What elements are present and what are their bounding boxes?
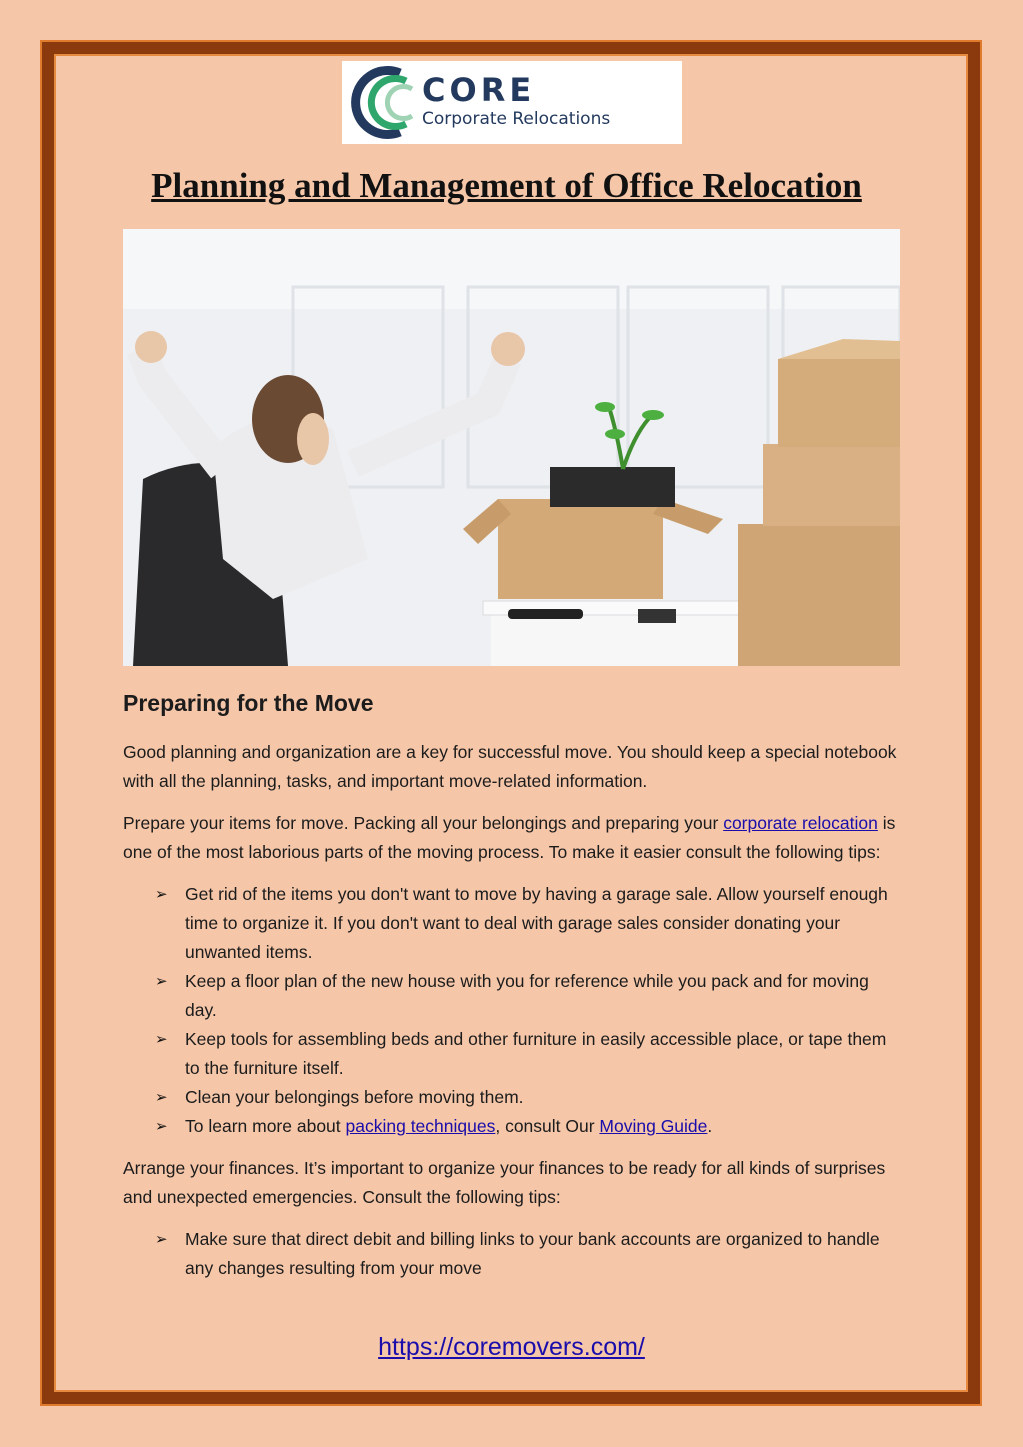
- list-item-text: Make sure that direct debit and billing links to your bank accounts are organized to handle any changes resulting from your move: [185, 1229, 880, 1278]
- list-item-text: .: [707, 1116, 713, 1136]
- paragraph-finances: Arrange your finances. It’s important to organize your finances to be ready for all kinds of surprises and unexpected emergencies. Consult the following tips:: [123, 1158, 886, 1207]
- office-photo-illustration: [123, 229, 900, 666]
- hero-image: [123, 229, 900, 666]
- list-item-text: Get rid of the items you don't want to move by having a garage sale. Allow yourself enough time to organize it. If you don't want to deal with garage sales consider donating your unwanted items.: [185, 884, 888, 962]
- paragraph-prepare-items: [123, 809, 903, 867]
- arrow-bullet-icon: ➢: [155, 886, 168, 903]
- corporate-relocation-link[interactable]: corporate relocation: [723, 813, 878, 833]
- arrow-bullet-icon: ➢: [155, 1231, 168, 1248]
- list-item: [155, 1083, 903, 1112]
- logo-mark-icon: [348, 65, 420, 140]
- list-item: [155, 1225, 903, 1283]
- list-item: [155, 1112, 903, 1141]
- section-heading: Preparing for the Move: [123, 690, 374, 716]
- website-link[interactable]: https://coremovers.com/: [378, 1333, 645, 1361]
- list-item-text: To learn more about: [185, 1116, 346, 1136]
- list-item: [155, 967, 903, 1025]
- finance-tips-list: [123, 1225, 903, 1283]
- list-item: [155, 880, 903, 967]
- brand-subtitle: Corporate Relocations: [422, 109, 611, 129]
- paragraph-planning: Good planning and organization are a key for successful move. You should keep a special notebook with all the planning, tasks, and important move-related information.: [123, 742, 897, 791]
- brand-name: CORE: [422, 71, 536, 109]
- arrow-bullet-icon: ➢: [155, 1031, 168, 1048]
- paragraph-text: Prepare your items for move. Packing all your belongings and preparing your: [123, 813, 724, 833]
- list-item: [155, 1025, 903, 1083]
- list-item-text: Keep a floor plan of the new house with you for reference while you pack and for moving day.: [185, 971, 869, 1020]
- list-item-text: Keep tools for assembling beds and other furniture in easily accessible place, or tape them to the furniture itself.: [185, 1029, 887, 1078]
- list-item-text: Clean your belongings before moving them.: [185, 1087, 524, 1107]
- article-body: [123, 684, 903, 1296]
- arrow-bullet-icon: ➢: [155, 1089, 168, 1106]
- list-item-text: , consult Our: [495, 1116, 600, 1136]
- page-title: Planning and Management of Office Relocation: [151, 166, 862, 205]
- arrow-bullet-icon: ➢: [155, 973, 168, 990]
- arrow-bullet-icon: ➢: [155, 1118, 168, 1135]
- packing-tips-list: [123, 880, 903, 1141]
- moving-guide-link[interactable]: Moving Guide: [599, 1116, 708, 1136]
- packing-techniques-link[interactable]: packing techniques: [345, 1116, 496, 1136]
- brand-logo: [342, 61, 682, 144]
- paragraph-text: is one of the most laborious parts of the moving process. To make it easier consult the following tips:: [123, 813, 896, 862]
